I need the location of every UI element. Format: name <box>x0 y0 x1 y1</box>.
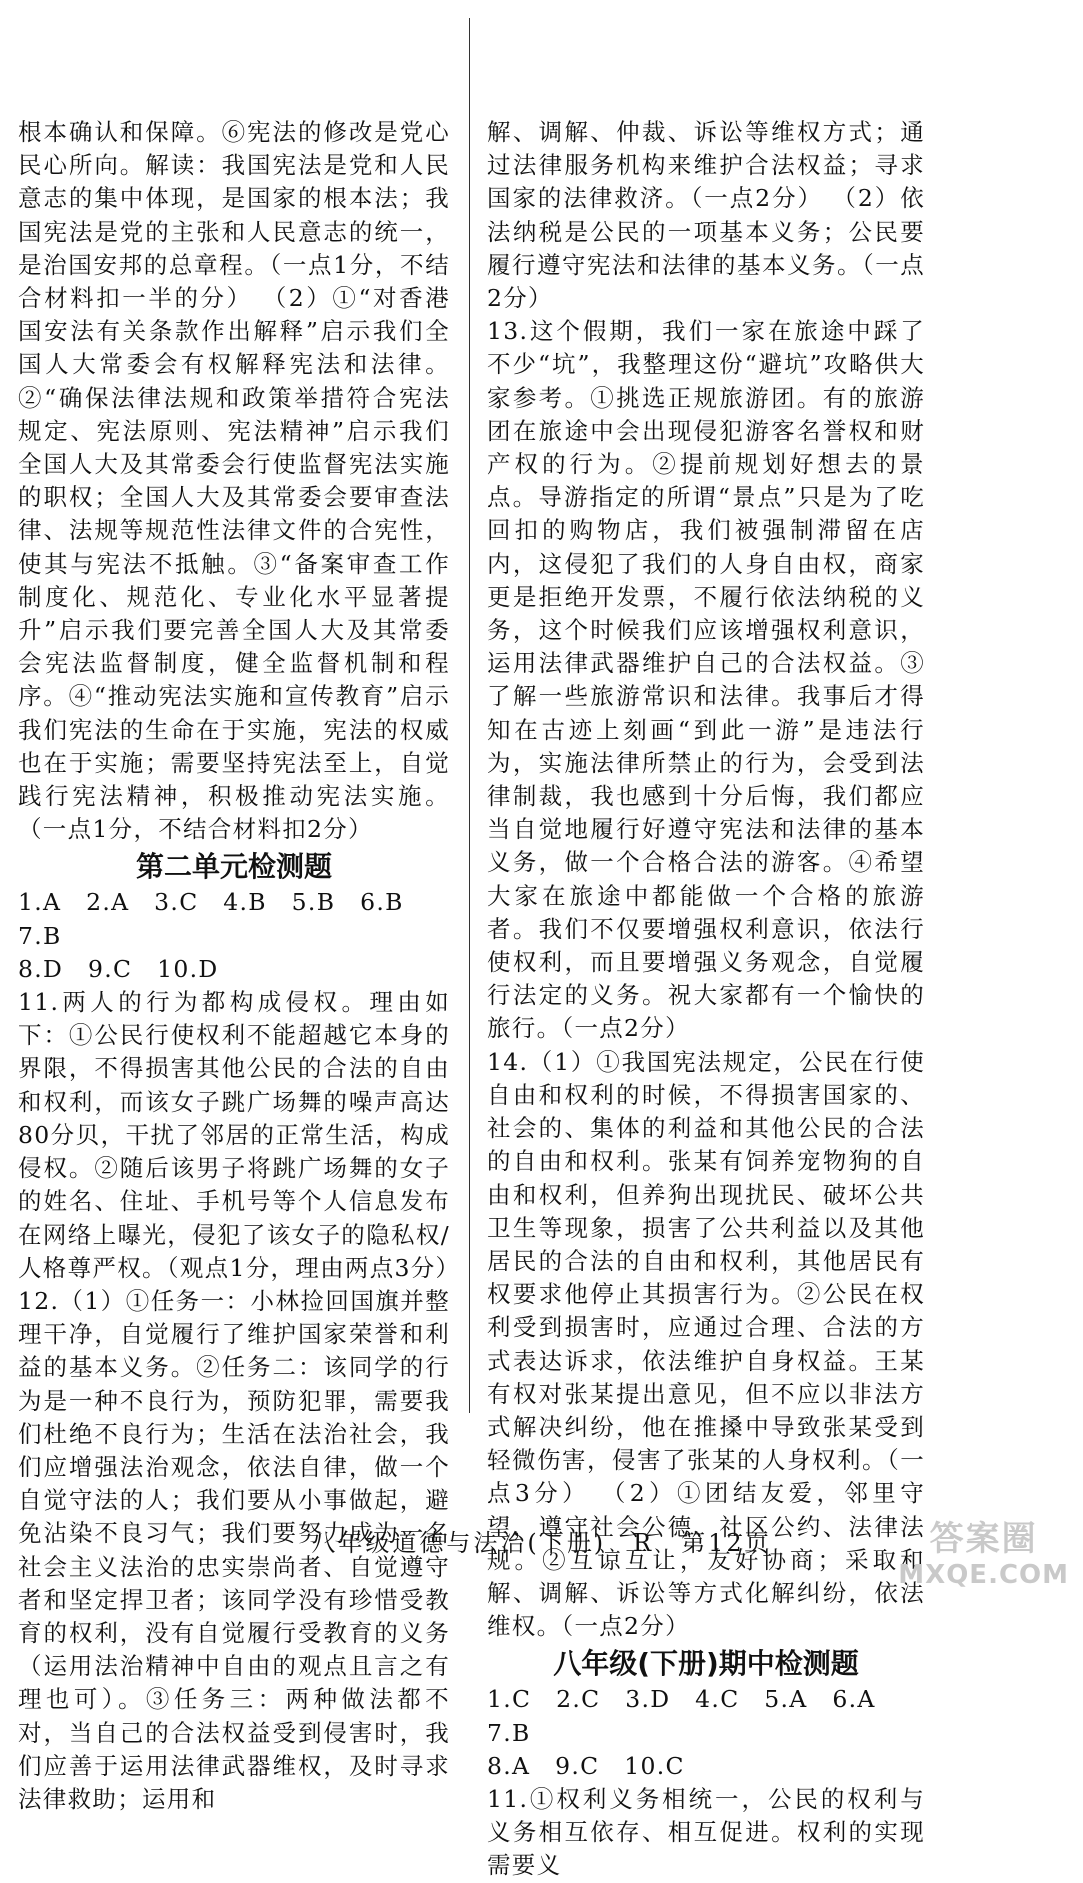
unit2-answer-13: 13.这个假期，我们一家在旅途中踩了不少“坑”，我整理这份“避坑”攻略供大家参考。①挑选正规旅游团。有的旅游团在旅途中会出现侵犯游客名誉权和财产权的行为。②提前规划好想去的景点。导游指定的所谓“景点”只是为了吃回扣的购物店，我们被强制滞留在店内，这侵犯了我们的人身自由权，商家更是拒绝开发票，不履行依法纳税的义务，这个时候我们应该增强权利意识，运用法律武器维护自己的合法权益。③了解一些旅游常识和法律。我事后才得知在古迹上刻画“到此一游”是违法行为，实施法律所禁止的行为，会受到法律制裁，我也感到十分后悔，我们都应当自觉地履行好遵守宪法和法律的基本义务，做一个合格合法的游客。④希望大家在旅途中都能做一个合格的旅游者。我们不仅要增强权利意识，依法行使权利，而且要增强义务观念，自觉履行法定的义务。祝大家都有一个愉快的旅行。（一点2分） <box>487 317 925 1043</box>
unit2-test-heading: 第二单元检测题 <box>135 850 332 884</box>
watermark-url: MXQE.COM <box>898 1560 1069 1590</box>
unit2-choice-answers-row1: 1.A 2.A 3.C 4.B 5.B 6.B 7.B <box>18 888 429 950</box>
unit2-answer-12: 12.（1）①任务一：小林捡回国旗并整理干净，自觉履行了维护国家荣誉和利益的基本义务。②任务二：该同学的行为是一种不良行为，预防犯罪，需要我们杜绝不良行为；生活在法治社会，我们应增强法治观念，依法自律，做一个自觉守法的人；我们要从小事做起，避免沾染不良习气；我们要努力成为一名社会主义法治的忠实崇尚者、自觉遵守者和坚定捍卫者；该同学没有珍惜受教育的权利，没有自觉履行受教育的义务（运用法治精神中自由的观点且言之有理也可）。③任务三：两种做法都不对，当自己的合法权益受到侵害时，我们应善于运用法律武器维权，及时寻求法律救助；运用和 <box>18 1286 450 1813</box>
column-divider <box>469 18 470 1413</box>
midterm-choice-answers-row2: 8.A 9.C 10.C <box>487 1751 685 1780</box>
left-column <box>18 116 461 1816</box>
unit2-answer-14: 14.（1）①我国宪法规定，公民在行使自由和权利的时候，不得损害国家的、社会的、集体的利益和其他公民的合法的自由和权利。张某有饲养宠物狗的自由和权利，但养狗出现扰民、破坏公共卫生等现象，损害了公共利益以及其他居民的合法的自由和权利，其他居民有权要求他停止其损害行为。②公民在权利受到损害时，应通过合理、合法的方式表达诉求，依法维护自身权益。王某有权对张某提出意见，但不应以非法方式解决纠纷，他在推搡中导致张某受到轻微伤害，侵害了张某的人身权利。（一点3分） （2）①团结友爱，邻里守望，遵守社会公德、社区公约、法律法规。②互谅互让，友好协商；采取和解、调解、诉讼等方式化解纠纷，依法维权。（一点2分） <box>487 1047 925 1641</box>
right-continued-answer: 解、调解、仲裁、诉讼等维权方式；通过法律服务机构来维护合法权益；寻求国家的法律救济。（一点2分） （2）依法纳税是公民的一项基本义务；公民要履行遵守宪法和法律的基本义务。（一点2分） <box>487 118 925 313</box>
page-footer: 八年级道德与法治(下册) R 第12页 <box>311 1529 772 1557</box>
unit2-answer-11: 11.两人的行为都构成侵权。理由如下：①公民行使权利不能超越它本身的界限，不得损害其他公民的合法的自由和权利，而该女子跳广场舞的噪声高达80分贝，干扰了邻居的正常生活，构成侵权。②随后该男子将跳广场舞的女子的姓名、住址、手机号等个人信息发布在网络上曝光，侵犯了该女子的隐私权/人格尊严权。（观点1分，理由两点3分） <box>18 988 461 1282</box>
midterm-test-heading: 八年级(下册)期中检测题 <box>553 1647 859 1681</box>
watermark <box>898 1511 1069 1590</box>
right-column <box>487 116 925 1883</box>
watermark-logo: 答案圈 <box>929 1519 1038 1559</box>
unit2-choice-answers-row2: 8.D 9.C 10.D <box>18 954 219 983</box>
midterm-answer-11: 11.①权利义务相统一，公民的权利与义务相互依存、相互促进。权利的实现需要义 <box>487 1784 925 1880</box>
midterm-choice-answers-row1: 1.C 2.C 3.D 4.C 5.A 6.A 7.B <box>487 1685 901 1747</box>
left-continued-answer: 根本确认和保障。⑥宪法的修改是党心民心所向。解读：我国宪法是党和人民意志的集中体现，是国家的根本法；我国宪法是党的主张和人民意志的统一，是治国安邦的总章程。（一点1分，不结合材料扣一半的分） （2）①“对香港国安法有关条款作出解释”启示我们全国人大常委会有权解释宪法和法律。②“确保法律法规和政策举措符合宪法规定、宪法原则、宪法精神”启示我们全国人大及其常委会行使监督宪法实施的职权；全国人大及其常委会要审查法律、法规等规范性法律文件的合宪性，使其与宪法不抵触。③“备案审查工作制度化、规范化、专业化水平显著提升”启示我们要完善全国人大及其常委会宪法监督制度，健全监督机制和程序。④“推动宪法实施和宣传教育”启示我们宪法的生命在于实施，宪法的权威也在于实施；需要坚持宪法至上，自觉践行宪法精神，积极推动宪法实施。（一点1分，不结合材料扣2分） <box>18 118 450 844</box>
